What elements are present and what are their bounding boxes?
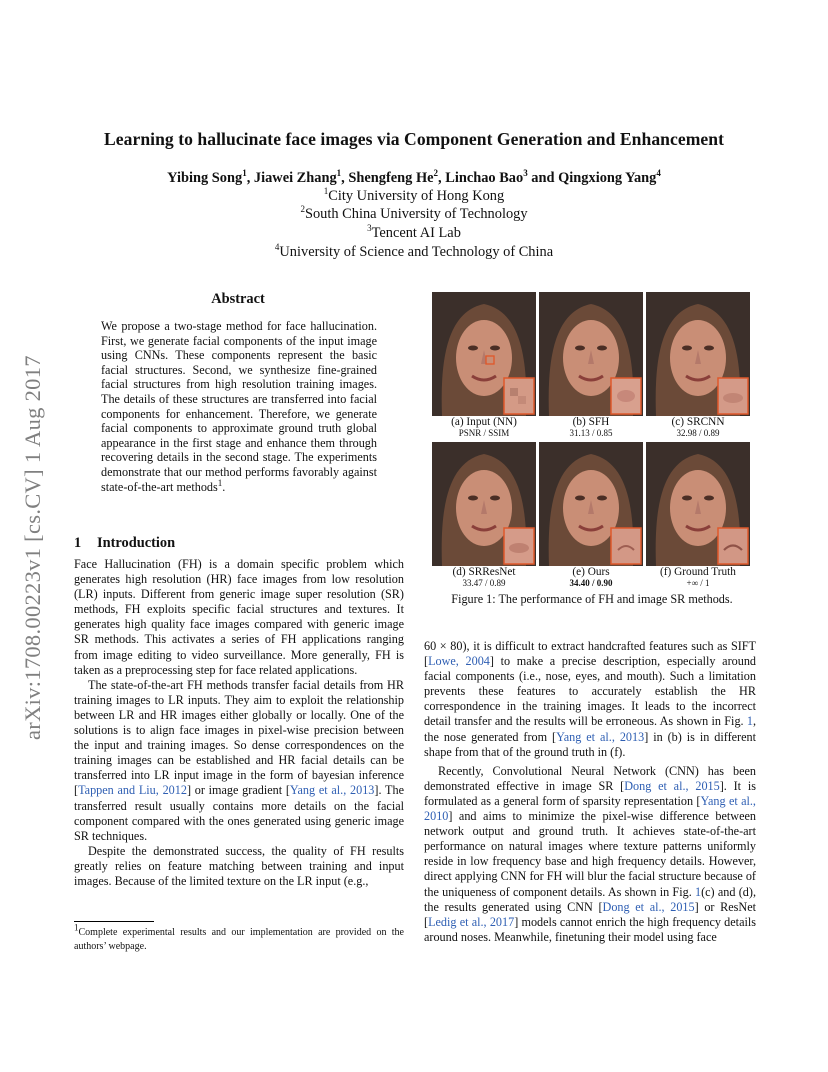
figure-panel-caption: (c) SRCNN 32.98 / 0.89 bbox=[671, 416, 725, 438]
affiliation: $^2$South China University of Technology bbox=[300, 204, 528, 222]
footnote: $^1$Complete experimental results and our implementation are provided on the authors’ webpage. bbox=[74, 922, 404, 952]
face-image-input bbox=[432, 292, 536, 416]
author-list: Yibing Song$^1$, Jiawei Zhang$^1$, Shengfeng He$^2$, Linchao Bao$^3$ and Qingxiong Yang$^4$ bbox=[167, 168, 661, 186]
abstract-text: We propose a two-stage method for face hallucination. First, we generate facial components of the input image using CNNs. These components represent the basic facial structures. Second, we synthesize fine-grained facial structures from high resolution training images. The details of these structures are transferred into facial components for enhancement. Therefore, we generate facial components to approximate ground truth global appearance in the first stage and enhance them through recovering details in the second stage. The experiments demonstrate that our method performs favorably against state-of-the-art methods$^1$. bbox=[101, 319, 377, 494]
citation-link[interactable]: Lowe, 2004 bbox=[428, 654, 490, 669]
paragraph: Recently, Convolutional Neural Network (CNN) has been demonstrated effective in image SR [Dong et al., 2015]. It is formulated as a general form of sparsity representation [Yang et al., 2010] and aims to minimize the pixel-wise difference between network output and ground truth. It achieves state-of-the-art performance on natural images where texture patterns uniformly reside in low frequency base and high frequency details. However, direct applying CNN for FH will blur the facial structure because of the uniqueness of component details. As shown in Fig. 1(c) and (d), the results generated using CNN [Dong et al., 2015] or ResNet [Ledig et al., 2017] models cannot enrich the high frequency details around noses. Meanwhile, finetuning their model using face bbox=[424, 763, 756, 944]
author-name: Qingxiong Yang bbox=[558, 170, 657, 186]
paragraph: 60 × 80), it is difficult to extract handcrafted features such as SIFT [Lowe, 2004] to make a precise description, especially around facial components (i.e., nose, eyes, and mouth). Such a limitation prevents these features to accurately establish the HR correspondence in the training images. It leads to the incorrect detail transfer and the results will be erroneous. As shown in Fig. 1, the nose generated from [Yang et al., 2013] in (b) is in different shape from that of the ground truth in (f). bbox=[424, 639, 757, 759]
author-name: Shengfeng He bbox=[348, 170, 434, 186]
section-title: Introduction bbox=[97, 535, 176, 551]
face-image-srcnn bbox=[646, 292, 750, 416]
abstract-heading: Abstract bbox=[211, 291, 265, 307]
author-name: Yibing Song bbox=[167, 170, 243, 186]
figure-caption: Figure 1: The performance of FH and image SR methods. bbox=[451, 592, 733, 606]
face-image-ours bbox=[539, 442, 643, 566]
affiliation: $^1$City University of Hong Kong bbox=[323, 186, 505, 204]
affiliation: $^3$Tencent AI Lab bbox=[367, 223, 461, 241]
section-heading bbox=[74, 535, 175, 552]
citation-link[interactable]: Tappen and Liu, 2012 bbox=[78, 783, 187, 798]
figure-panel-caption: (e) Ours 34.40 / 0.90 bbox=[569, 566, 613, 588]
citation-link[interactable]: Dong et al., 2015 bbox=[602, 899, 695, 914]
citation-link[interactable]: Yang et al., 2010 bbox=[424, 793, 756, 824]
face-image-srresnet bbox=[432, 442, 536, 566]
author-name: Linchao Bao bbox=[445, 170, 524, 186]
footnote-mark: 1 bbox=[217, 477, 223, 488]
citation-link[interactable]: Yang et al., 2013 bbox=[289, 783, 375, 798]
face-image-ground-truth bbox=[646, 442, 750, 566]
paragraph: Despite the demonstrated success, the quality of FH results greatly relies on feature matching between training and input images. Because of the limited texture on the LR input (e.g., bbox=[74, 843, 404, 888]
affiliation: $^4$University of Science and Technology of China bbox=[274, 242, 554, 260]
figure-panel-caption: (b) SFH 31.13 / 0.85 bbox=[569, 416, 613, 438]
paragraph: The state-of-the-art FH methods transfer facial details from HR training images to LR inputs. They aim to exploit the relationship between LR and HR images either globally or locally. One of the solutions is to align face images in pixel-wise precision between the input and training images. So dense correspondences on the training images can be established and HR facial details can be transferred into LR input image in the form of bayesian inference [Tappen and Liu, 2012] or image gradient [Yang et al., 2013]. The transferred result usually contains more details on the facial component compared with the ones generated using generic image SR techniques. bbox=[74, 677, 404, 843]
figure-panel-caption: (d) SRResNet 33.47 / 0.89 bbox=[452, 566, 516, 588]
citation-link[interactable]: Yang et al., 2013 bbox=[556, 729, 645, 744]
right-column bbox=[424, 639, 756, 945]
figure-panel-caption: (a) Input (NN) PSNR / SSIM bbox=[451, 416, 517, 438]
footnote-divider bbox=[74, 921, 154, 922]
section-number: 1 bbox=[74, 535, 82, 551]
citation-link[interactable]: Ledig et al., 2017 bbox=[428, 914, 515, 929]
paper-title: Learning to hallucinate face images via Component Generation and Enhancement bbox=[103, 129, 725, 149]
figure-row bbox=[432, 292, 750, 416]
figure-reference-link[interactable]: 1 bbox=[695, 884, 702, 899]
figure-reference-link[interactable]: 1 bbox=[746, 714, 753, 729]
paragraph: Face Hallucination (FH) is a domain specific problem which generates high resolution (HR) face images from low resolution (LR) inputs. Different from generic image super resolution (SR) methods, FH exploits specific facial structures and textures. It generates high quality face images compared with generic image SR methods. This activates a series of FH applications ranging from image editing to video surveillance. More generally, FH is taken as a preprocessing step for face related applications. bbox=[74, 557, 404, 677]
citation-link[interactable]: Dong et al., 2015 bbox=[624, 778, 720, 793]
face-image-sfh bbox=[539, 292, 643, 416]
author-name: Jiawei Zhang bbox=[253, 170, 337, 186]
arxiv-identifier: arXiv:1708.00223v1 [cs.CV] 1 Aug 2017 bbox=[20, 355, 45, 740]
figure-row bbox=[432, 442, 750, 566]
left-column bbox=[74, 557, 404, 889]
figure-panel-caption: (f) Ground Truth +∞ / 1 bbox=[660, 566, 736, 588]
